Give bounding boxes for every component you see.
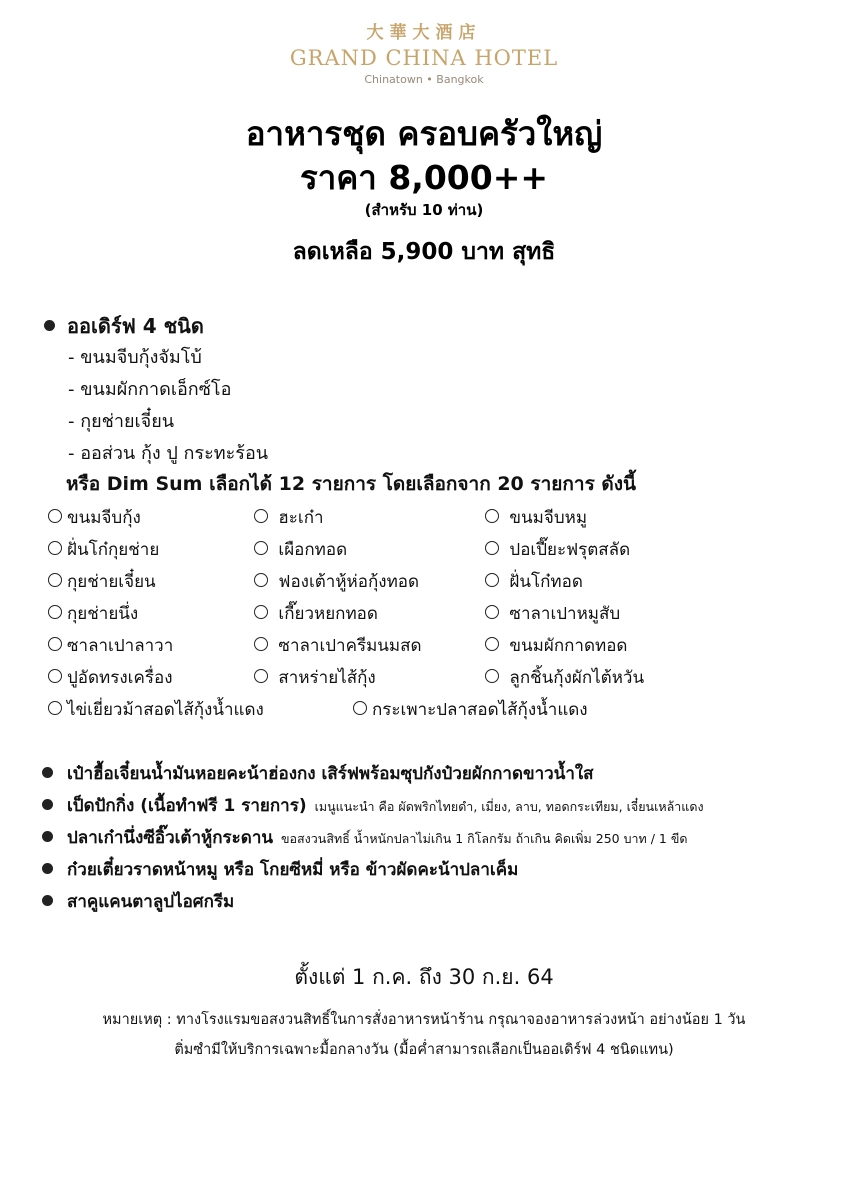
dimsum-option[interactable]: เผือกทอด bbox=[254, 534, 347, 566]
menu-discount: ลดเหลือ 5,900 บาท สุทธิ bbox=[292, 239, 556, 265]
dimsum-option[interactable]: ฟองเต้าหู้ห่อกุ้งทอด bbox=[254, 566, 419, 598]
radio-circle-icon bbox=[254, 573, 268, 587]
dimsum-option[interactable]: กุยช่ายเจี๋ยน bbox=[48, 566, 156, 598]
main-dish-item: สาคูแคนตาลูปไอศกรีม bbox=[42, 886, 842, 918]
menu-price: ราคา 8,000++ bbox=[299, 158, 549, 197]
dimsum-option[interactable]: สาหร่ายไส้กุ้ง bbox=[254, 662, 376, 694]
appetizer-title bbox=[44, 310, 204, 342]
main-dish-item: เป๋าฮื้อเจี๋ยนน้ำมันหอยคะน้าฮ่องกง เสิร์ฟพร้อมซุปกังป๋วยผักกาดขาวน้ำใส bbox=[42, 758, 842, 790]
dimsum-option[interactable]: ซาลาเปาหมูสับ bbox=[485, 598, 620, 630]
dimsum-option[interactable]: ขนมจีบหมู bbox=[485, 502, 587, 534]
appetizer-item: - ขนมจีบกุ้งจัมโบ้ bbox=[68, 347, 202, 368]
dimsum-option[interactable]: ซาลาเปาลาวา bbox=[48, 630, 173, 662]
radio-circle-icon bbox=[48, 669, 62, 683]
appetizer-item: - ขนมผักกาดเอ็กซ์โอ bbox=[68, 379, 232, 400]
appetizer-item: - กุยช่ายเจี๋ยน bbox=[68, 411, 175, 432]
hotel-logo bbox=[0, 22, 848, 88]
main-dish-item: เป็ดปักกิ่ง (เนื้อทำฟรี 1 รายการ) เมนูแนะนำ คือ ผัดพริกไทยดำ, เมี่ยง, ลาบ, ทอดกระเทียม, เจี๋ยนเหล้าแดง bbox=[42, 790, 842, 822]
dimsum-row bbox=[48, 566, 828, 598]
dimsum-option[interactable]: ไข่เยี่ยวม้าสอดไส้กุ้งน้ำแดง bbox=[48, 694, 264, 726]
dimsum-option[interactable]: ขนมผักกาดทอด bbox=[485, 630, 627, 662]
main-dish-list bbox=[42, 758, 842, 918]
appetizer-title-text: ออเดิร์ฟ 4 ชนิด bbox=[67, 314, 204, 338]
logo-subtitle: Chinatown • Bangkok bbox=[364, 73, 484, 86]
appetizer-list bbox=[68, 342, 268, 470]
main-dish-item: ปลาเก๋านึ่งซีอิ๊วเต้าหู้กระดาน ขอสงวนสิทธิ์ น้ำหนักปลาไม่เกิน 1 กิโลกรัม ถ้าเกิน คิดเพิ่ม 250 บาท / 1 ขีด bbox=[42, 822, 842, 854]
radio-circle-icon bbox=[485, 541, 499, 555]
radio-circle-icon bbox=[48, 701, 62, 715]
dimsum-option[interactable]: เกี๊ยวหยกทอด bbox=[254, 598, 378, 630]
radio-circle-icon bbox=[254, 605, 268, 619]
dimsum-option[interactable]: ฮะเก๋า bbox=[254, 502, 324, 534]
radio-circle-icon bbox=[485, 509, 499, 523]
remark-line-1: หมายเหตุ : ทางโรงแรมขอสงวนสิทธิ์ในการสั่งอาหารหน้าร้าน กรุณาจองอาหารล่วงหน้า อย่างน้อย 1 วัน bbox=[102, 1012, 746, 1028]
bullet-icon bbox=[42, 895, 53, 906]
bullet-icon bbox=[42, 767, 53, 778]
dimsum-row bbox=[48, 630, 828, 662]
radio-circle-icon bbox=[485, 637, 499, 651]
dimsum-row bbox=[48, 662, 828, 694]
dimsum-intro: หรือ Dim Sum เลือกได้ 12 รายการ โดยเลือกจาก 20 รายการ ดังนี้ bbox=[66, 473, 636, 495]
dimsum-row bbox=[48, 598, 828, 630]
dimsum-row bbox=[48, 534, 828, 566]
radio-circle-icon bbox=[48, 573, 62, 587]
dimsum-option[interactable]: ปูอัดทรงเครื่อง bbox=[48, 662, 173, 694]
dimsum-option[interactable]: ฝั่นโก๋กุยช่าย bbox=[48, 534, 159, 566]
radio-circle-icon bbox=[48, 541, 62, 555]
menu-persons: (สำหรับ 10 ท่าน) bbox=[364, 201, 484, 219]
dimsum-option[interactable]: ฝั่นโก๋ทอด bbox=[485, 566, 583, 598]
dimsum-option[interactable]: กระเพาะปลาสอดไส้กุ้งน้ำแดง bbox=[353, 694, 588, 726]
logo-chinese-text: 大華大酒店 bbox=[366, 23, 482, 43]
bullet-icon bbox=[42, 799, 53, 810]
dimsum-option[interactable]: ซาลาเปาครีมนมสด bbox=[254, 630, 422, 662]
remark-line-2: ติ่มซำมีให้บริการเฉพาะมื้อกลางวัน (มื้อค่ำสามารถเลือกเป็นออเดิร์ฟ 4 ชนิดแทน) bbox=[174, 1042, 674, 1058]
radio-circle-icon bbox=[48, 605, 62, 619]
appetizer-item: - ออส่วน กุ้ง ปู กระทะร้อน bbox=[68, 443, 269, 464]
bullet-icon bbox=[42, 831, 53, 842]
radio-circle-icon bbox=[485, 669, 499, 683]
dimsum-option[interactable]: กุยช่ายนึ่ง bbox=[48, 598, 138, 630]
dimsum-option[interactable]: ขนมจีบกุ้ง bbox=[48, 502, 141, 534]
dimsum-row bbox=[48, 694, 828, 726]
promotion-period: ตั้งแต่ 1 ก.ค. ถึง 30 ก.ย. 64 bbox=[294, 965, 554, 989]
radio-circle-icon bbox=[48, 509, 62, 523]
radio-circle-icon bbox=[485, 605, 499, 619]
bullet-icon bbox=[42, 863, 53, 874]
dimsum-row bbox=[48, 502, 828, 534]
radio-circle-icon bbox=[353, 701, 367, 715]
radio-circle-icon bbox=[485, 573, 499, 587]
radio-circle-icon bbox=[254, 669, 268, 683]
bullet-icon bbox=[44, 320, 55, 331]
dimsum-option[interactable]: ลูกชิ้นกุ้งผักไต้หวัน bbox=[485, 662, 644, 694]
radio-circle-icon bbox=[254, 541, 268, 555]
radio-circle-icon bbox=[254, 637, 268, 651]
dimsum-option[interactable]: ปอเปี๊ยะฟรุตสลัด bbox=[485, 534, 630, 566]
main-dish-item: ก๋วยเตี๋ยวราดหน้าหมู หรือ โกยซีหมี่ หรือ ข้าวผัดคะน้าปลาเค็ม bbox=[42, 854, 842, 886]
radio-circle-icon bbox=[48, 637, 62, 651]
radio-circle-icon bbox=[254, 509, 268, 523]
menu-title: อาหารชุด ครอบครัวใหญ่ bbox=[245, 114, 603, 153]
logo-hotel-name: GRAND CHINA HOTEL bbox=[289, 46, 559, 70]
